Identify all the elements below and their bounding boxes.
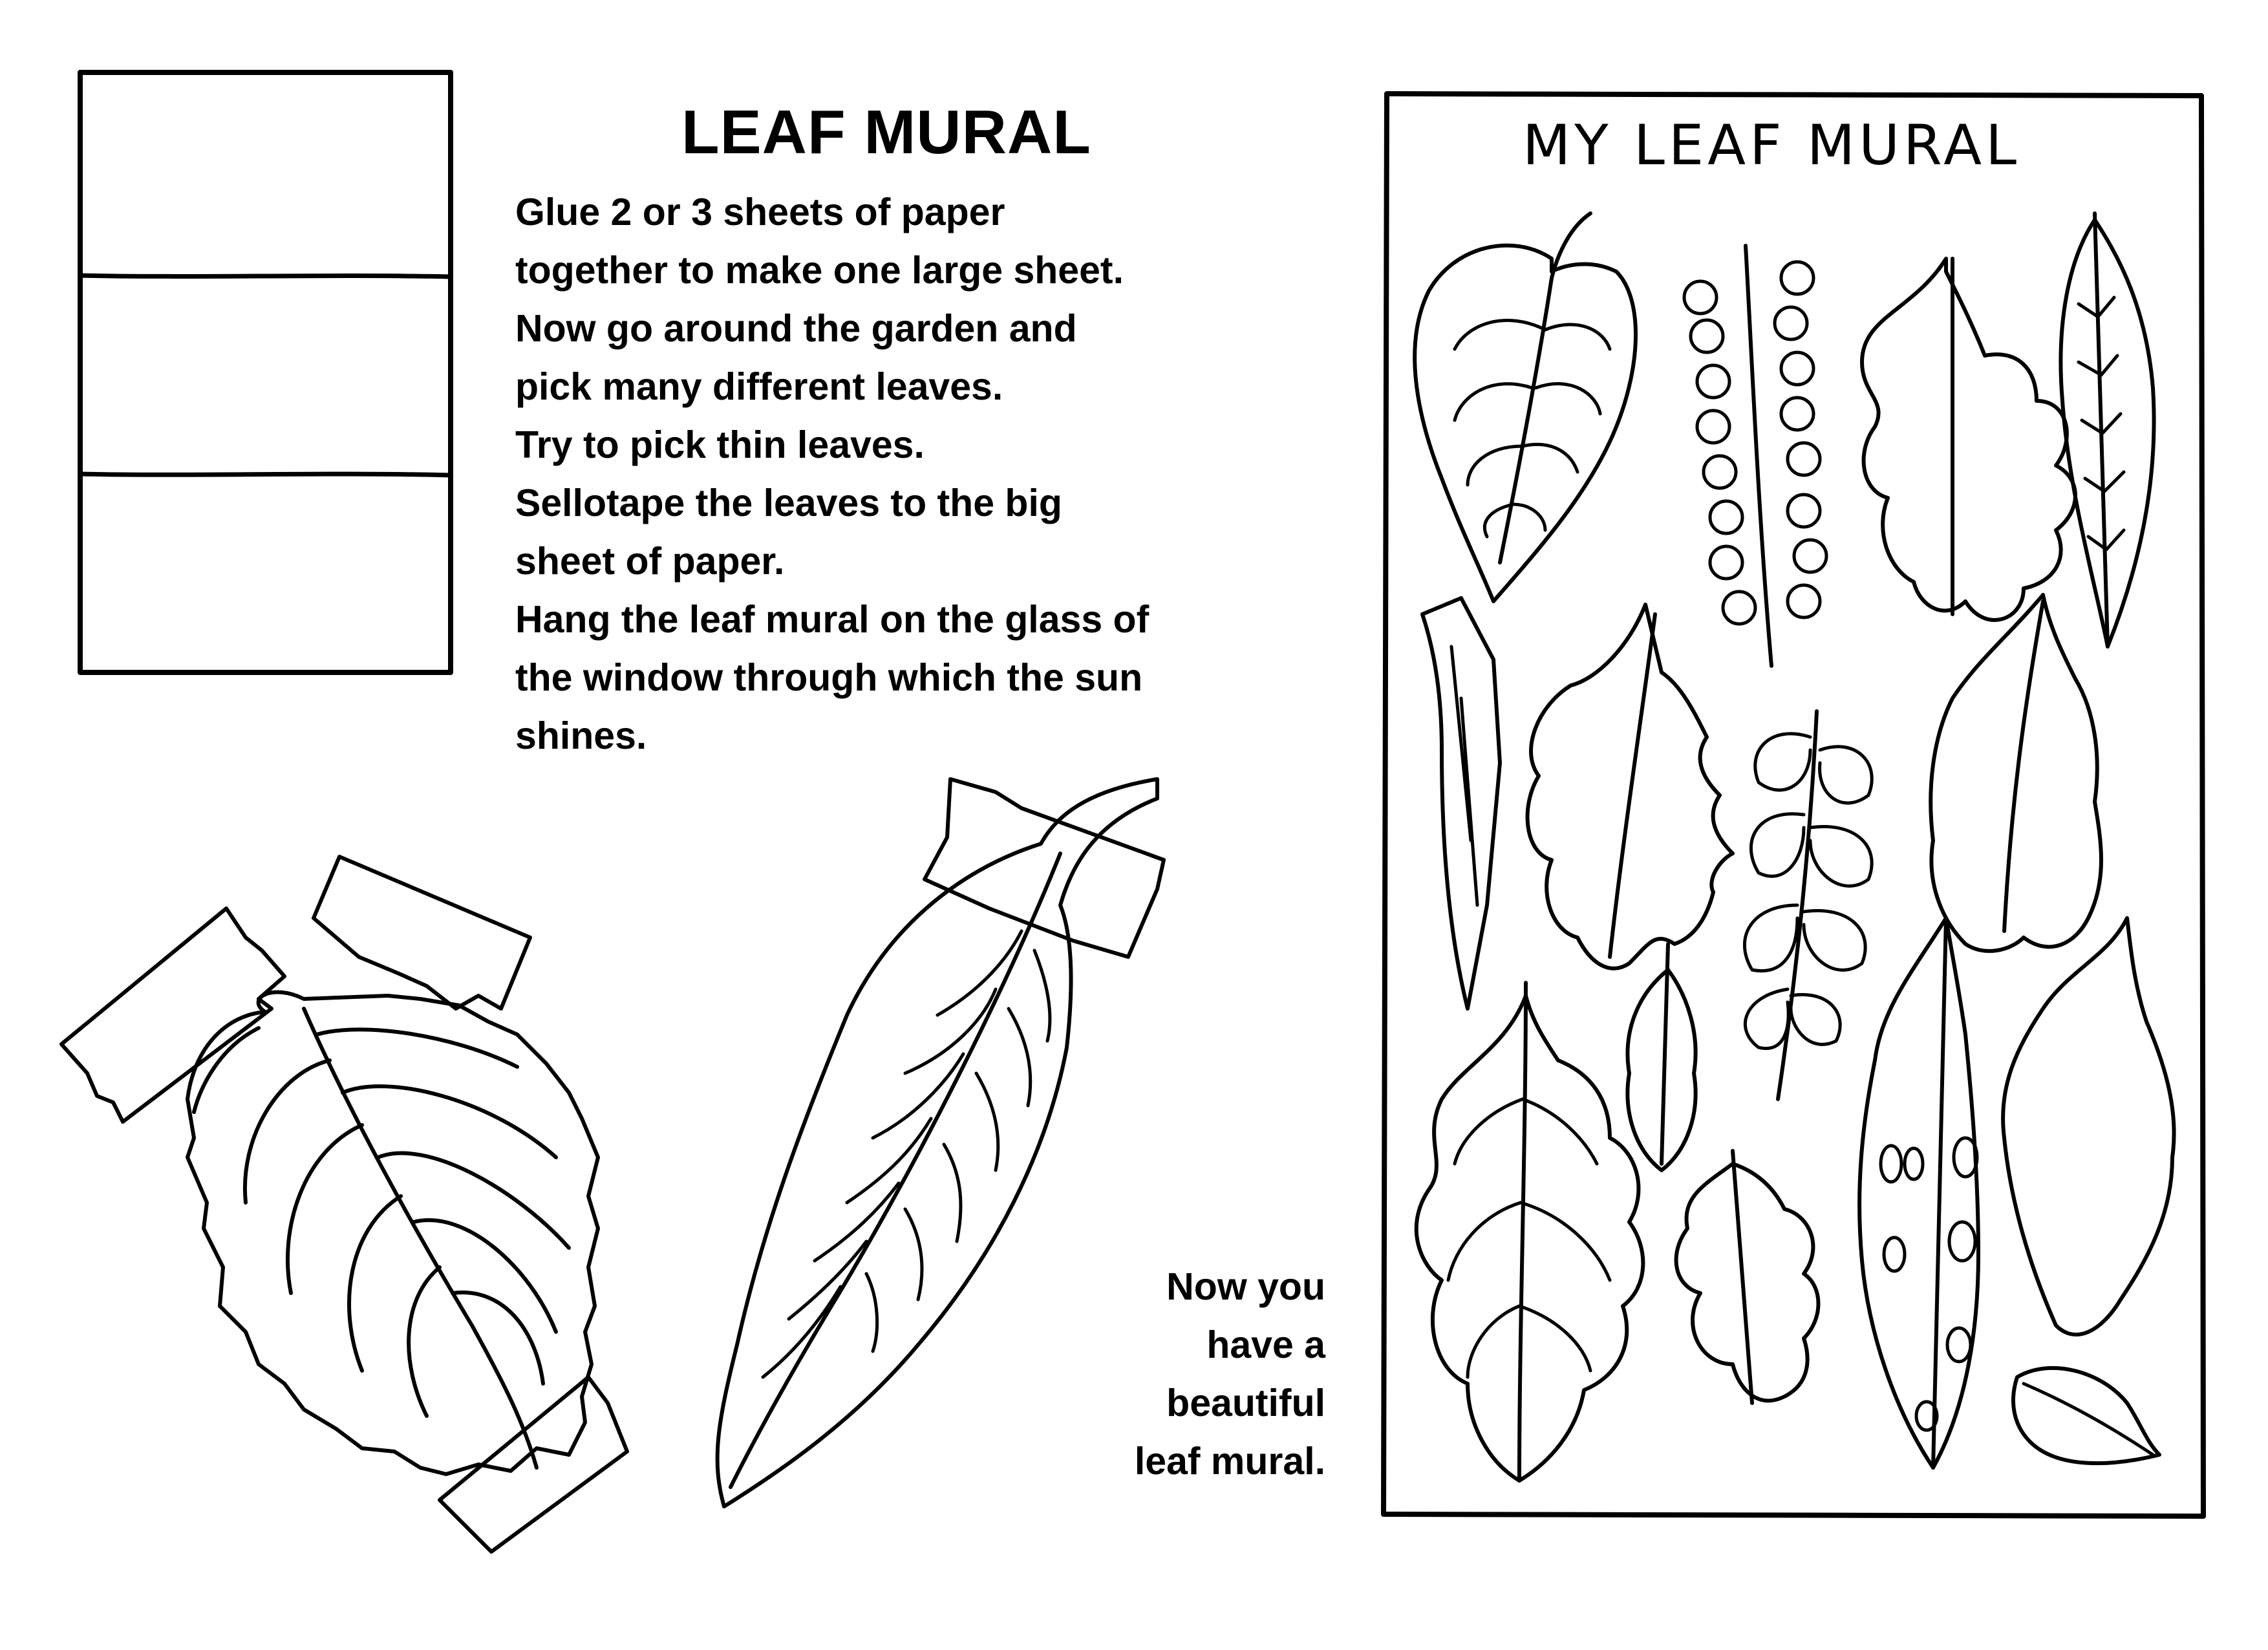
closing-line: beautiful [1166, 1382, 1325, 1424]
page-title: LEAF MURAL [681, 98, 1091, 167]
instruction-line: pick many different leaves. [515, 365, 1003, 408]
instruction-line: Glue 2 or 3 sheets of paper [515, 191, 1005, 233]
instruction-line: sheet of paper. [515, 540, 785, 583]
instruction-line: shines. [515, 714, 647, 757]
instruction-line: the window through which the sun [515, 656, 1143, 699]
instruction-line: Try to pick thin leaves. [515, 423, 925, 466]
closing-line: have a [1206, 1323, 1325, 1366]
instruction-line: Now go around the garden and [515, 307, 1077, 350]
closing-line: leaf mural. [1134, 1440, 1325, 1483]
closing-line: Now you [1166, 1265, 1325, 1308]
instruction-line: Sellotape the leaves to the big [515, 482, 1062, 524]
instruction-line: together to make one large sheet. [515, 249, 1124, 292]
mural-heading: MY LEAF MURAL [1522, 113, 2021, 178]
instruction-line: Hang the leaf mural on the glass of [515, 598, 1150, 641]
